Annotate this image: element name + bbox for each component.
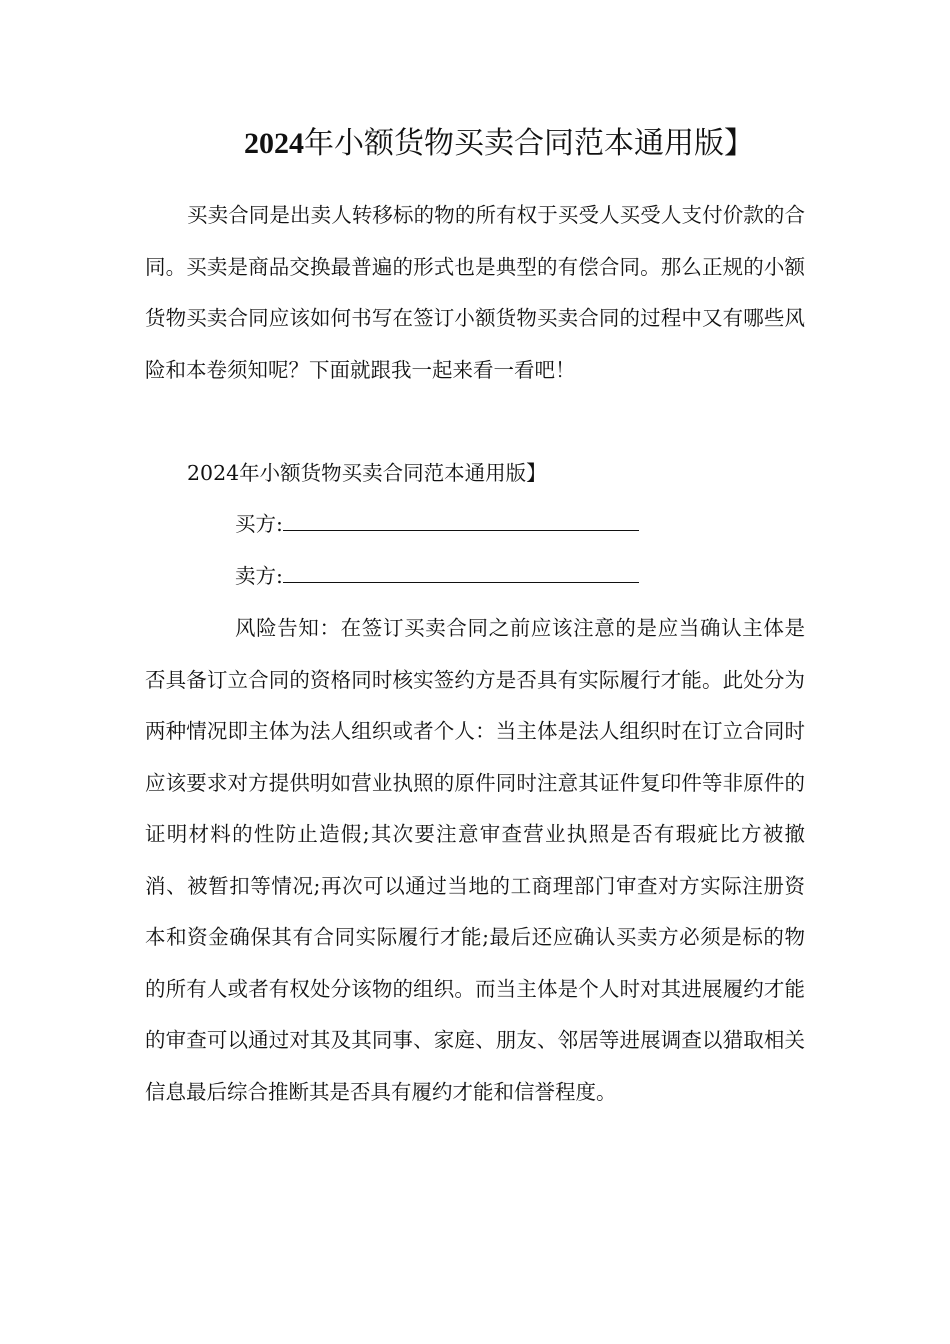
buyer-label: 买方: xyxy=(235,512,283,536)
buyer-field xyxy=(235,499,639,551)
seller-label: 卖方: xyxy=(235,564,283,588)
document-title xyxy=(0,122,950,166)
title-text: 年小额货物买卖合同范本通用版】 xyxy=(304,126,754,161)
buyer-blank-line xyxy=(283,510,639,531)
title-year: 2024 xyxy=(244,127,304,160)
intro-paragraph: 买卖合同是出卖人转移标的物的所有权于买受人买受人支付价款的合同。买卖是商品交换最普遍的形式也是典型的有偿合同。那么正规的小额货物买卖合同应该如何书写在签订小额货物买卖合同的过程中又有哪些风险和本卷须知呢？下面就跟我一起来看一看吧！ xyxy=(145,203,805,382)
seller-blank-line xyxy=(283,562,639,583)
risk-notice-paragraph: 风险告知：在签订买卖合同之前应该注意的是应当确认主体是否具备订立合同的资格同时核实签约方是否具有实际履行才能。此处分为两种情况即主体为法人组织或者个人：当主体是法人组织时在订立合同时应该要求对方提供明如营业执照的原件同时注意其证件复印件等非原件的证明材料的性防止造假;其次要注意审查营业执照是否有瑕疵比方被撤消、被暂扣等情况;再次可以通过当地的工商理部门审查对方实际注册资本和资金确保其有合同实际履行才能;最后还应确认买卖方必须是标的物的所有人或者有权处分该物的组织。而当主体是个人时对其进展履约才能的审查可以通过对其及其同事、家庭、朋友、邻居等进展调查以猎取相关信息最后综合推断其是否具有履约才能和信誉程度。 xyxy=(145,616,805,1104)
contract-subtitle: 2024年小额货物买卖合同范本通用版】 xyxy=(187,461,547,485)
seller-field xyxy=(235,551,639,603)
